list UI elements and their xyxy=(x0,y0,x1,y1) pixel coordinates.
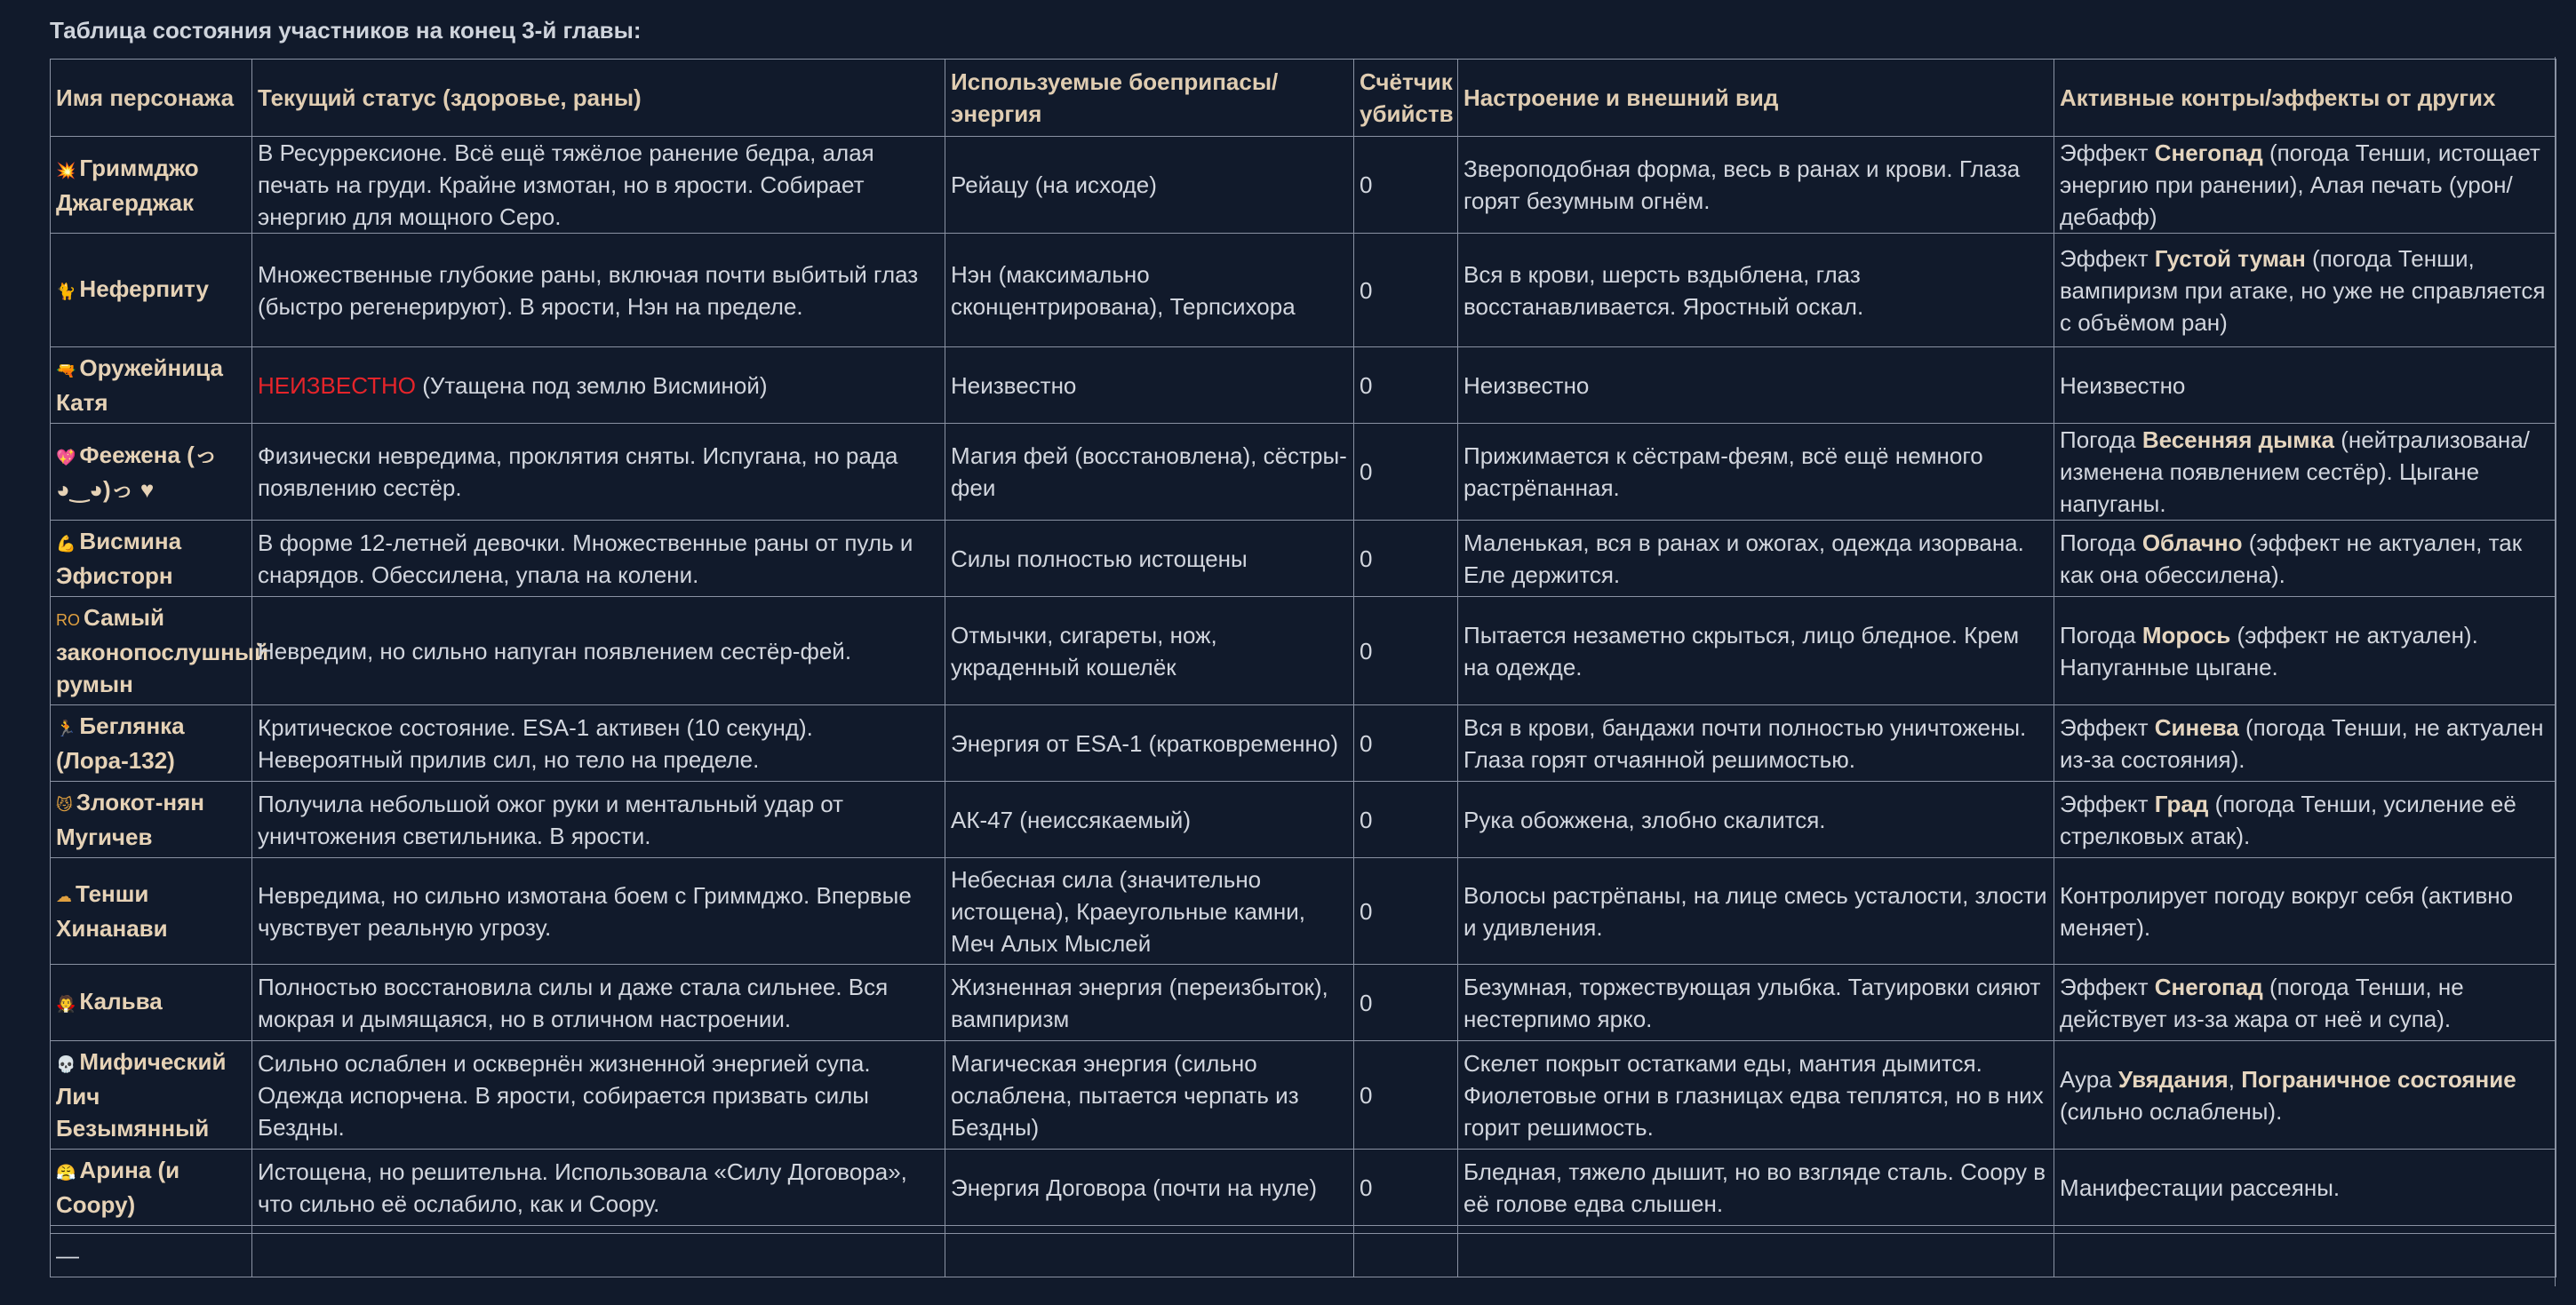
cell-kills xyxy=(1354,234,1458,347)
mood-text: Вся в крови, бандажи почти полностью уничтожены. Глаза горят отчаянной решимостью. xyxy=(1463,713,2027,773)
cell-ammo xyxy=(945,1150,1354,1226)
table-row xyxy=(51,965,2556,1041)
status-text: Критическое состояние. ESA-1 активен (10 секунд). Невероятный прилив сил, но тело на пределе. xyxy=(258,713,813,773)
effects-suffix: (погода Тенши, усиление её стрелковых атак). xyxy=(2060,790,2516,849)
cell-ammo xyxy=(945,521,1354,597)
effects-prefix: Погода xyxy=(2060,529,2142,556)
effects-prefix: Контролирует погоду вокруг себя (активно меняет). xyxy=(2060,881,2514,941)
status-text: Физически невредима, проклятия сняты. Испугана, но рада появлению сестёр. xyxy=(258,442,898,501)
character-emoji-icon: 💥 xyxy=(56,161,76,179)
cell-effects xyxy=(2054,597,2556,705)
table-caption: Таблица состояния участников на конец 3-й главы: xyxy=(50,17,642,44)
cell-status xyxy=(252,521,945,597)
ammo-text: Рейацу (на исходе) xyxy=(951,171,1157,198)
cell-kills xyxy=(1354,597,1458,705)
cell-status xyxy=(252,137,945,234)
cell-effects xyxy=(2054,234,2556,347)
cell-kills xyxy=(1354,705,1458,782)
character-emoji-icon: 😤 xyxy=(56,1164,76,1182)
effect-name: Весенняя дымка xyxy=(2141,426,2335,453)
cell-mood xyxy=(1458,424,2054,521)
header-mood: Настроение и внешний вид xyxy=(1458,60,2054,137)
effect-name: Синева xyxy=(2154,713,2239,741)
cell-mood xyxy=(1458,347,2054,424)
effects-prefix: Эффект xyxy=(2060,139,2155,166)
cell-mood xyxy=(1458,1041,2054,1150)
cell-effects xyxy=(2054,1150,2556,1226)
cell-kills xyxy=(1354,1150,1458,1226)
effects-prefix: Эффект xyxy=(2060,790,2155,817)
table-row xyxy=(51,858,2556,965)
kill-count: 0 xyxy=(1360,637,1373,664)
cell-status xyxy=(252,424,945,521)
ammo-text: АК-47 (неиссякаемый) xyxy=(951,806,1191,833)
tail-dash: — xyxy=(56,1242,79,1269)
effect-name: Град xyxy=(2154,790,2209,817)
effects-prefix: Манифестации рассеяны. xyxy=(2060,1174,2341,1201)
status-text: (Утащена под землю Висминой) xyxy=(416,371,768,399)
table-row xyxy=(51,1041,2556,1150)
character-name: Злокот-нян Мугичев xyxy=(56,789,204,850)
character-emoji-icon: 🏃 xyxy=(56,720,76,737)
character-emoji-icon: 😼 xyxy=(56,796,73,814)
cell-ammo xyxy=(945,965,1354,1041)
cell-name xyxy=(51,234,252,347)
character-name: Мифический Лич Безымянный xyxy=(56,1048,227,1142)
cell-ammo xyxy=(945,1041,1354,1150)
effects-suffix: (погода Тенши, не актуален из-за состояния). xyxy=(2060,713,2544,773)
effect-name: Снегопад xyxy=(2154,973,2263,1000)
mood-text: Прижимается к сёстрам-феям, всё ещё немного растрёпанная. xyxy=(1463,442,1983,501)
character-name: Висмина Эфисторн xyxy=(56,528,182,589)
character-emoji-icon: 🔫 xyxy=(56,362,76,379)
mood-text: Неизвестно xyxy=(1463,371,1590,399)
table-row xyxy=(51,705,2556,782)
cell-effects xyxy=(2054,782,2556,858)
table-row xyxy=(51,782,2556,858)
cell-effects xyxy=(2054,347,2556,424)
ammo-text: Жизненная энергия (переизбыток), вампиризм xyxy=(951,973,1328,1032)
effect-name: Морось xyxy=(2141,621,2231,649)
ammo-text: Магическая энергия (сильно ослаблена, пытается черпать из Бездны) xyxy=(951,1049,1299,1141)
ammo-text: Магия фей (восстановлена), сёстры-феи xyxy=(951,442,1347,501)
cell-name xyxy=(51,858,252,965)
character-name: Феежена (っ◕‿◕)っ ♥ xyxy=(56,441,218,503)
cell-kills xyxy=(1354,858,1458,965)
status-text: В Ресуррексионе. Всё ещё тяжёлое ранение бедра, алая печать на груди. Крайне измотан, но в ярости. Собирает энергию для мощного Серо. xyxy=(258,139,874,230)
cell-name xyxy=(51,1041,252,1150)
character-name: Гриммджо Джагерджак xyxy=(56,154,199,216)
cell-mood xyxy=(1458,782,2054,858)
mood-text: Безумная, торжествующая улыбка. Татуировки сияют нестерпимо ярко. xyxy=(1463,973,2041,1032)
cell-effects xyxy=(2054,705,2556,782)
cell-status xyxy=(252,965,945,1041)
effects-prefix: Погода xyxy=(2060,621,2142,649)
kill-count: 0 xyxy=(1360,897,1373,925)
cell-name xyxy=(51,705,252,782)
cell-mood xyxy=(1458,965,2054,1041)
ammo-text: Нэн (максимально сконцентрирована), Терпсихора xyxy=(951,260,1296,320)
mood-text: Скелет покрыт остатками еды, мантия дымится. Фиолетовые огни в глазницах едва теплятся, но в них горит решимость. xyxy=(1463,1049,2044,1141)
effects-prefix: Эффект xyxy=(2060,973,2155,1000)
cell-status xyxy=(252,782,945,858)
ammo-text: Небесная сила (значительно истощена), Краеугольные камни, Меч Алых Мыслей xyxy=(951,865,1305,957)
header-ammo: Используемые боеприпасы/ энергия xyxy=(945,60,1354,137)
effects-suffix: (эффект не актуален, так как она обессилена). xyxy=(2060,529,2523,588)
kill-count: 0 xyxy=(1360,729,1373,757)
ammo-text: Отмычки, сигареты, нож, украденный кошелёк xyxy=(951,621,1217,680)
effect-name: Увядания xyxy=(2117,1065,2229,1093)
cell-effects xyxy=(2054,137,2556,234)
table-row-tail xyxy=(51,1234,2556,1277)
cell-effects xyxy=(2054,1041,2556,1150)
character-name: Самый законопослушный румын xyxy=(56,604,269,697)
character-name: Неферпиту xyxy=(79,275,209,302)
status-text: Множественные глубокие раны, включая почти выбитый глаз (быстро регенерируют). В ярости, Нэн на пределе. xyxy=(258,260,919,320)
effects-suffix: (нейтрализована/изменена появлением сестёр). Цыгане напуганы. xyxy=(2060,426,2530,517)
header-name: Имя персонажа xyxy=(51,60,252,137)
mood-text: Волосы растрёпаны, на лице смесь усталости, злости и удивления. xyxy=(1463,881,2047,941)
cell-status xyxy=(252,234,945,347)
status-text: Невредима, но сильно измотана боем с Гриммджо. Впервые чувствует реальную угрозу. xyxy=(258,881,912,941)
effects-suffix: (сильно ослаблены). xyxy=(2060,1097,2283,1125)
table-right-edge xyxy=(2555,57,2556,1286)
character-emoji-icon: RO xyxy=(56,611,80,629)
cell-mood xyxy=(1458,705,2054,782)
cell-mood xyxy=(1458,137,2054,234)
status-text: Истощена, но решительна. Использовала «Силу Договора», что сильно её ослабило, как и Соору. xyxy=(258,1158,907,1217)
effects-prefix: Погода xyxy=(2060,426,2142,453)
effects-suffix: (погода Тенши, не действует из-за жара от неё и супа). xyxy=(2060,973,2464,1032)
character-name: Тенши Хинанави xyxy=(56,880,168,942)
cell-status xyxy=(252,347,945,424)
header-kills: Счётчик убийств xyxy=(1354,60,1458,137)
status-text: Полностью восстановила силы и даже стала сильнее. Вся мокрая и дымящаяся, но в отличном настроении. xyxy=(258,973,889,1032)
kill-count: 0 xyxy=(1360,1174,1373,1201)
character-name: Беглянка (Лора-132) xyxy=(56,712,185,774)
cell-mood xyxy=(1458,1150,2054,1226)
kill-count: 0 xyxy=(1360,276,1373,304)
table-header-row xyxy=(51,60,2556,137)
character-emoji-icon: 💖 xyxy=(56,448,76,466)
table-row xyxy=(51,521,2556,597)
cell-ammo xyxy=(945,858,1354,965)
effects-suffix: (эффект не актуален). Напуганные цыгане. xyxy=(2060,621,2478,680)
cell-ammo xyxy=(945,137,1354,234)
mood-text: Маленькая, вся в ранах и ожогах, одежда изорвана. Еле держится. xyxy=(1463,529,2024,588)
ammo-text: Силы полностью истощены xyxy=(951,545,1248,572)
cell-status xyxy=(252,597,945,705)
status-table xyxy=(50,59,2556,1277)
cell-mood xyxy=(1458,521,2054,597)
effect-name: Снегопад xyxy=(2154,139,2263,166)
cell-effects xyxy=(2054,965,2556,1041)
cell-kills xyxy=(1354,424,1458,521)
effects-suffix: (погода Тенши, истощает энергию при ранении), Алая печать (урон/дебафф) xyxy=(2060,139,2540,230)
table-row xyxy=(51,347,2556,424)
cell-ammo xyxy=(945,705,1354,782)
effects-prefix: Неизвестно xyxy=(2060,371,2186,399)
table-body xyxy=(51,137,2556,1277)
kill-count: 0 xyxy=(1360,171,1373,198)
cell-ammo xyxy=(945,424,1354,521)
character-emoji-icon: 🧛 xyxy=(56,995,76,1013)
character-emoji-icon: 💀 xyxy=(56,1055,76,1073)
kill-count: 0 xyxy=(1360,545,1373,572)
page xyxy=(50,14,2556,1277)
table-row xyxy=(51,137,2556,234)
cell-ammo xyxy=(945,782,1354,858)
kill-count: 0 xyxy=(1360,371,1373,399)
character-emoji-icon: ☁ xyxy=(56,887,72,905)
status-text: Невредим, но сильно напуган появлением сестёр-фей. xyxy=(258,637,852,664)
table-row xyxy=(51,1150,2556,1226)
cell-effects xyxy=(2054,424,2556,521)
kill-count: 0 xyxy=(1360,1081,1373,1109)
cell-name xyxy=(51,424,252,521)
character-name: Кальва xyxy=(79,988,163,1015)
table-row xyxy=(51,597,2556,705)
kill-count: 0 xyxy=(1360,458,1373,485)
status-unknown-label: НЕИЗВЕСТНО xyxy=(258,371,416,399)
effect-name: Густой туман xyxy=(2154,244,2306,272)
cell-name xyxy=(51,1150,252,1226)
effects-separator: , xyxy=(2228,1065,2242,1093)
cell-name xyxy=(51,347,252,424)
cell-name xyxy=(51,137,252,234)
status-text: Сильно ослаблен и осквернён жизненной энергией супа. Одежда испорчена. В ярости, собирается призвать силы Бездны. xyxy=(258,1049,871,1141)
header-status: Текущий статус (здоровье, раны) xyxy=(252,60,945,137)
effects-suffix: (погода Тенши, вампиризм при атаке, но уже не справляется с объёмом ран) xyxy=(2060,244,2546,336)
kill-count: 0 xyxy=(1360,806,1373,833)
table-row-empty xyxy=(51,1226,2556,1234)
cell-mood xyxy=(1458,858,2054,965)
effect-name-secondary: Пограничное состояние xyxy=(2241,1065,2516,1093)
cell-name xyxy=(51,597,269,705)
character-name: Арина (и Соору) xyxy=(56,1157,180,1218)
cell-name xyxy=(51,782,252,858)
cell-mood xyxy=(1458,234,2054,347)
mood-text: Вся в крови, шерсть вздыблена, глаз восстанавливается. Яростный оскал. xyxy=(1463,260,1864,320)
mood-text: Рука обожжена, злобно скалится. xyxy=(1463,806,1826,833)
table-row xyxy=(51,424,2556,521)
ammo-text: Энергия от ESA-1 (кратковременно) xyxy=(951,729,1338,757)
ammo-text: Неизвестно xyxy=(951,371,1077,399)
effect-name: Облачно xyxy=(2141,529,2243,556)
header-effects: Активные контры/эффекты от других xyxy=(2054,60,2556,137)
mood-text: Пытается незаметно скрыться, лицо бледное. Крем на одежде. xyxy=(1463,621,2020,680)
cell-status xyxy=(252,1150,945,1226)
mood-text: Звероподобная форма, весь в ранах и крови. Глаза горят безумным огнём. xyxy=(1463,155,2021,214)
cell-kills xyxy=(1354,137,1458,234)
cell-kills xyxy=(1354,347,1458,424)
cell-status xyxy=(252,858,945,965)
cell-ammo xyxy=(945,234,1354,347)
cell-kills xyxy=(1354,782,1458,858)
character-emoji-icon: 🐈 xyxy=(56,282,76,300)
effects-prefix: Эффект xyxy=(2060,244,2155,272)
cell-ammo xyxy=(945,347,1354,424)
character-emoji-icon: 💪 xyxy=(56,535,76,553)
cell-mood xyxy=(1458,597,2054,705)
effects-prefix: Аура xyxy=(2060,1065,2118,1093)
cell-kills xyxy=(1354,1041,1458,1150)
cell-kills xyxy=(1354,521,1458,597)
cell-effects xyxy=(2054,521,2556,597)
status-text: Получила небольшой ожог руки и ментальный удар от уничтожения светильника. В ярости. xyxy=(258,790,844,849)
cell-name xyxy=(51,521,252,597)
cell-status xyxy=(252,705,945,782)
mood-text: Бледная, тяжело дышит, но во взгляде сталь. Соору в её голове едва слышен. xyxy=(1463,1158,2046,1217)
effects-prefix: Эффект xyxy=(2060,713,2155,741)
cell-status xyxy=(252,1041,945,1150)
status-text: В форме 12-летней девочки. Множественные раны от пуль и снарядов. Обессилена, упала на колени. xyxy=(258,529,913,588)
cell-effects xyxy=(2054,858,2556,965)
cell-ammo xyxy=(945,597,1354,705)
kill-count: 0 xyxy=(1360,989,1373,1016)
table-row xyxy=(51,234,2556,347)
cell-name xyxy=(51,965,252,1041)
cell-kills xyxy=(1354,965,1458,1041)
character-name: Оружейница Катя xyxy=(56,354,223,416)
ammo-text: Энергия Договора (почти на нуле) xyxy=(951,1174,1318,1201)
